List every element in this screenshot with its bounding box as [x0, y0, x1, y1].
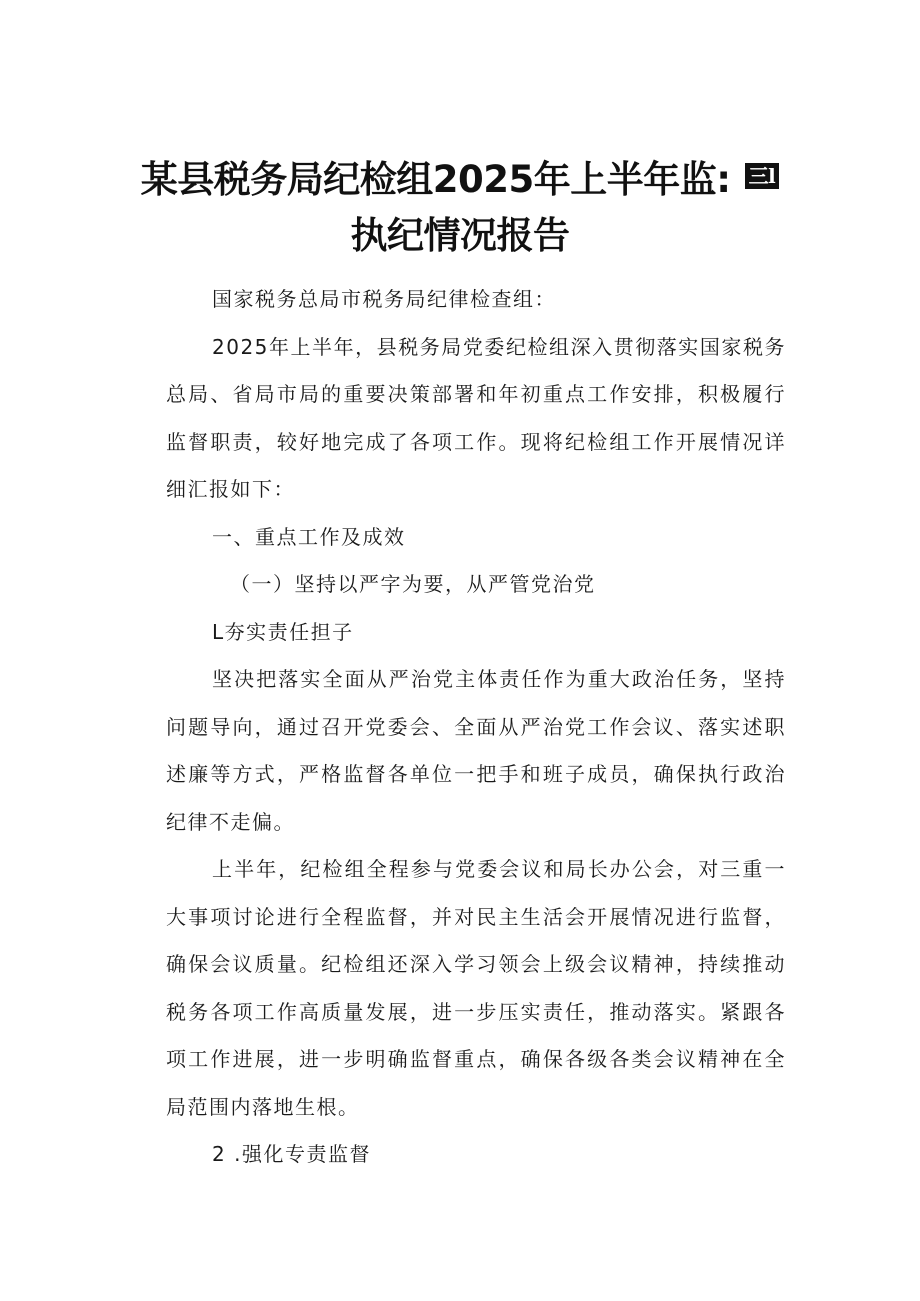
- paragraph-first-half: 上半年，纪检组全程参与党委会议和局长办公会，对三重一大事项讨论进行全程监督，并对民主生活会开展情况进行监督，确保会议质量。纪检组还深入学习领会上级会议精神，持续推动税务各项工作高质量发展，进一步压实责任，推动落实。紧跟各项工作进展，进一步明确监督重点，确保各级各类会议精神在全局范围内落地生根。: [166, 857, 786, 1119]
- subsection-heading-1: （一）坚持以严字为要，从严管党治党: [230, 572, 596, 596]
- document-body: [166, 276, 786, 1179]
- paragraph-responsibility: 坚决把落实全面从严治党主体责任作为重大政治任务，坚持问题导向，通过召开党委会、全面从严治党工作会议、落实述职述廉等方式，严格监督各单位一把手和班子成员，确保执行政治纪律不走偏。: [166, 667, 786, 834]
- title-line-1-text: 某县税务局纪检组2025年上半年监:: [140, 158, 731, 201]
- document-title: [0, 152, 920, 264]
- title-line-2: 执纪情况报告: [350, 214, 570, 257]
- title-badge: 三l: [745, 163, 780, 189]
- paragraph-intro: 2025年上半年，县税务局党委纪检组深入贯彻落实国家税务总局、省局市局的重要决策部署和年初重点工作安排，积极履行监督职责，较好地完成了各项工作。现将纪检组工作开展情况详细汇报如下：: [166, 334, 786, 501]
- salutation: 国家税务总局市税务局纪律检查组：: [212, 287, 556, 311]
- title-line-1: [0, 152, 920, 208]
- item-heading-2: 2 .强化专责监督: [212, 1142, 371, 1166]
- section-heading-1: 一、重点工作及成效: [212, 524, 406, 549]
- item-heading-1: L夯实责任担子: [212, 619, 354, 644]
